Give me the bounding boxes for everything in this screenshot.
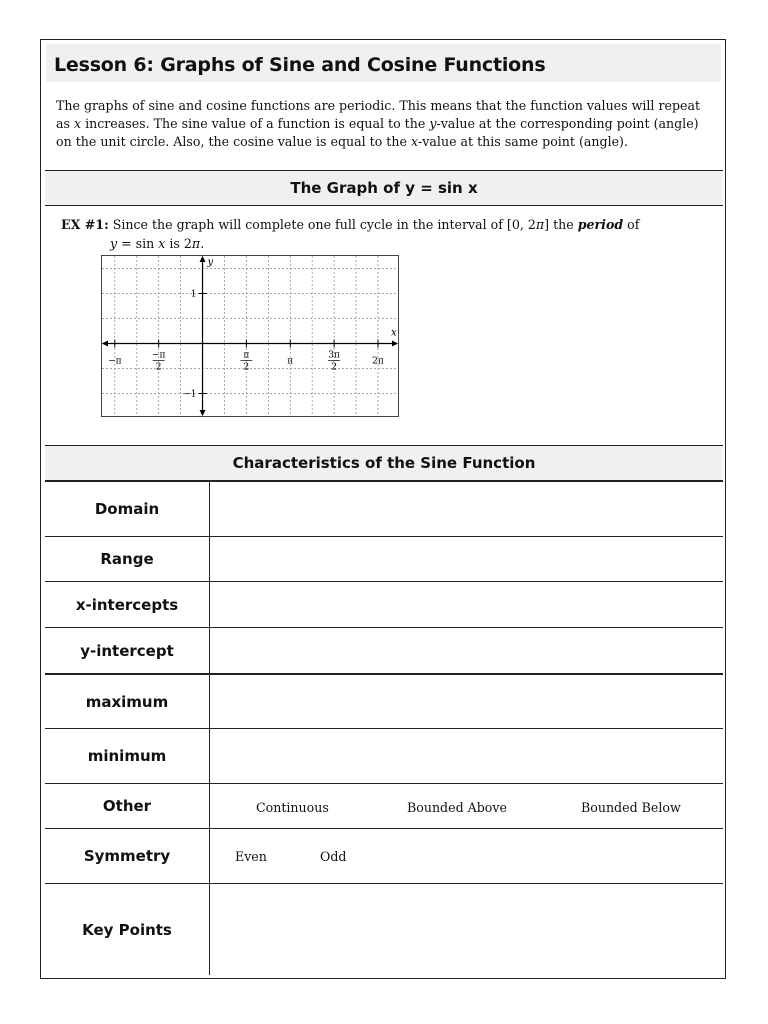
section-heading-graph: The Graph of y = sin x [45,170,723,206]
y-tick-label: −1 [183,389,197,400]
x-tick-label-denominator: 2 [155,362,162,373]
x-tick-label-denominator: 2 [331,362,337,373]
intro-var-x: x [410,134,419,149]
example-label: EX #1: [61,217,109,232]
table-row-minimum [45,728,723,783]
x-tick-label: π [287,356,294,367]
option-bounded-below[interactable]: Bounded Below [581,800,681,815]
grid-layer [102,256,399,417]
lesson-title: Lesson 6: Graphs of Sine and Cosine Functions [46,44,721,82]
row-label: Other [102,797,152,815]
answer-cell[interactable] [209,729,723,783]
example-text: . [200,236,205,251]
y-axis-label: y [207,257,214,268]
answer-cell[interactable] [209,482,723,536]
worksheet-page [40,39,726,979]
x-tick-label-numerator: −π [151,350,166,361]
row-label: Domain [94,500,160,518]
intro-text: -value at this same point (angle). [418,134,628,149]
table-row-range [45,536,723,581]
intro-text: as [56,116,74,131]
table-row-x-intercepts [45,581,723,627]
example-line-2 [110,236,204,251]
table-row-key-points [45,883,723,975]
x-tick-label-numerator: 3π [328,350,340,361]
intro-var-y: y [429,116,437,131]
x-tick-label-numerator: π [243,350,250,361]
row-label: Key Points [82,920,172,939]
intro-text: -value at the corresponding point (angle) [436,116,699,131]
example-line-1 [61,217,639,232]
answer-cell[interactable] [209,784,723,828]
intro-line-1: The graphs of sine and cosine functions are periodic. This means that the function values will repeat [56,98,701,113]
answer-cell[interactable] [209,537,723,581]
graph-canvas [101,255,399,417]
answer-cell[interactable] [209,675,723,728]
answer-cell[interactable] [209,628,723,673]
intro-text: increases. The sine value of a function is equal to the [81,116,430,131]
tick-labels-layer [108,257,397,400]
table-row-maximum [45,673,723,728]
intro-text: on the unit circle. Also, the cosine value is equal to the [56,134,411,149]
x-tick-label-denominator: 2 [243,362,250,373]
row-label: Range [100,550,154,568]
row-label: y-intercept [80,641,174,660]
row-label: maximum [85,692,169,711]
intro-var-x: x [73,116,82,131]
x-axis-arrow-left [102,341,108,347]
answer-cell[interactable] [209,829,723,883]
example-text: Since the graph will complete one full cycle in the interval of [0, 2 [108,217,536,232]
pi-symbol: π [535,217,545,232]
answer-cell[interactable] [209,582,723,627]
x-axis-label: x [391,327,397,339]
sine-graph-grid [101,255,399,421]
graph-border [102,256,399,417]
option-continuous[interactable]: Continuous [256,800,329,815]
example-text: of [623,217,640,232]
y-axis-arrow-down [200,410,206,416]
example-text: is 2 [165,236,192,251]
section-heading-characteristics: Characteristics of the Sine Function [45,445,723,481]
var-y: y [110,236,118,251]
intro-line-3 [56,133,716,151]
var-x: x [158,236,166,251]
option-odd[interactable]: Odd [320,849,347,864]
x-axis-arrow-right [392,341,398,347]
x-tick-label: −π [108,356,122,367]
row-label: Symmetry [83,847,171,865]
intro-paragraph [56,97,716,151]
x-tick-label: 2π [372,356,384,367]
option-even[interactable]: Even [235,849,267,864]
pi-symbol: π [191,236,201,251]
example-text: = sin [117,236,159,251]
y-tick-label: 1 [190,289,197,300]
y-axis-arrow-up [200,256,206,262]
table-row-y-intercept [45,627,723,673]
table-row-symmetry [45,828,723,883]
row-label: x-intercepts [75,595,179,614]
answer-cell[interactable] [209,884,723,975]
table-row-other [45,783,723,828]
period-term: period [577,217,624,232]
option-bounded-above[interactable]: Bounded Above [407,800,507,815]
axes-layer [102,256,398,416]
intro-line-2 [56,115,716,133]
row-label: minimum [87,747,167,765]
table-row-domain [45,481,723,536]
example-text: ] the [544,217,578,232]
